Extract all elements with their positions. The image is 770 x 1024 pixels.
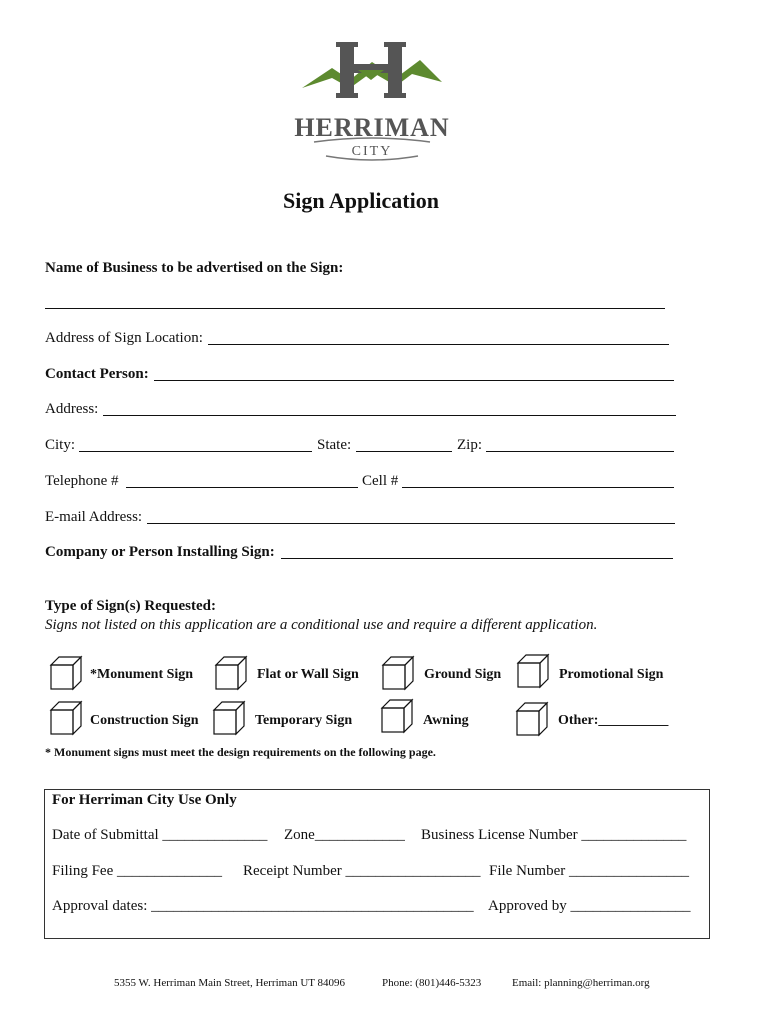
date-submittal-label: Date of Submittal ______________ — [52, 827, 268, 843]
receipt-number-label: Receipt Number __________________ — [243, 863, 481, 879]
logo-name: HERRIMAN — [294, 113, 450, 142]
zip-field[interactable] — [486, 451, 674, 452]
city-field[interactable] — [79, 451, 312, 452]
filing-fee-label: Filing Fee ______________ — [52, 863, 223, 879]
zip-label: Zip: — [457, 437, 482, 453]
approved-by-label: Approved by ________________ — [488, 898, 691, 914]
footer-address: 5355 W. Herriman Main Street, Herriman UT 84096 — [114, 977, 346, 989]
herriman-city-logo — [292, 38, 452, 168]
business-name-label: Name of Business to be advertised on the Sign: — [45, 260, 344, 276]
state-field[interactable] — [356, 451, 452, 452]
contact-person-label: Contact Person: — [45, 366, 149, 382]
logo-graphic — [292, 38, 452, 168]
monument-footnote: * Monument signs must meet the design requirements on the following page. — [45, 745, 436, 759]
option-temporary-sign: Temporary Sign — [255, 713, 353, 728]
sign-address-field[interactable] — [208, 344, 669, 345]
option-promotional-sign: Promotional Sign — [559, 667, 664, 682]
sign-types-note: Signs not listed on this application are a conditional use and require a different application. — [45, 617, 598, 633]
installer-label: Company or Person Installing Sign: — [45, 544, 275, 560]
option-monument-sign: *Monument Sign — [90, 667, 194, 682]
email-field[interactable] — [147, 523, 675, 524]
footer-email[interactable]: Email: planning@herriman.org — [512, 977, 650, 989]
address-field[interactable] — [103, 415, 676, 416]
city-label: City: — [45, 437, 76, 453]
checkbox-ground-sign[interactable] — [381, 655, 415, 691]
installer-field[interactable] — [281, 558, 673, 559]
sign-types-heading: Type of Sign(s) Requested: — [45, 598, 216, 614]
checkbox-promotional-sign[interactable] — [516, 653, 550, 689]
option-other: Other:__________ — [558, 713, 669, 728]
footer-phone: Phone: (801)446-5323 — [382, 977, 482, 989]
logo-sub: CITY — [351, 144, 393, 159]
page-title: Sign Application — [283, 188, 439, 213]
cell-field[interactable] — [402, 487, 674, 488]
zone-label: Zone____________ — [284, 827, 405, 843]
option-flat-wall-sign: Flat or Wall Sign — [257, 667, 359, 682]
option-construction-sign: Construction Sign — [90, 713, 199, 728]
checkbox-flat-wall-sign[interactable] — [214, 655, 248, 691]
sign-address-label: Address of Sign Location: — [45, 330, 203, 346]
email-label: E-mail Address: — [45, 509, 143, 525]
state-label: State: — [317, 437, 352, 453]
checkbox-temporary-sign[interactable] — [212, 700, 246, 736]
business-license-label: Business License Number ______________ — [421, 827, 687, 843]
telephone-field[interactable] — [126, 487, 358, 488]
city-use-heading: For Herriman City Use Only — [52, 792, 237, 808]
checkbox-construction-sign[interactable] — [49, 700, 83, 736]
option-ground-sign: Ground Sign — [424, 667, 502, 682]
contact-person-field[interactable] — [154, 380, 674, 381]
business-name-field[interactable] — [45, 308, 665, 309]
file-number-label: File Number ________________ — [489, 863, 689, 879]
checkbox-awning[interactable] — [380, 698, 414, 734]
address-label: Address: — [45, 401, 99, 417]
telephone-label: Telephone # — [45, 473, 119, 489]
checkbox-monument-sign[interactable] — [49, 655, 83, 691]
checkbox-other[interactable] — [515, 701, 549, 737]
approval-dates-label: Approval dates: ___________________________________________ — [52, 898, 474, 914]
cell-label: Cell # — [362, 473, 399, 489]
option-awning: Awning — [423, 713, 469, 728]
